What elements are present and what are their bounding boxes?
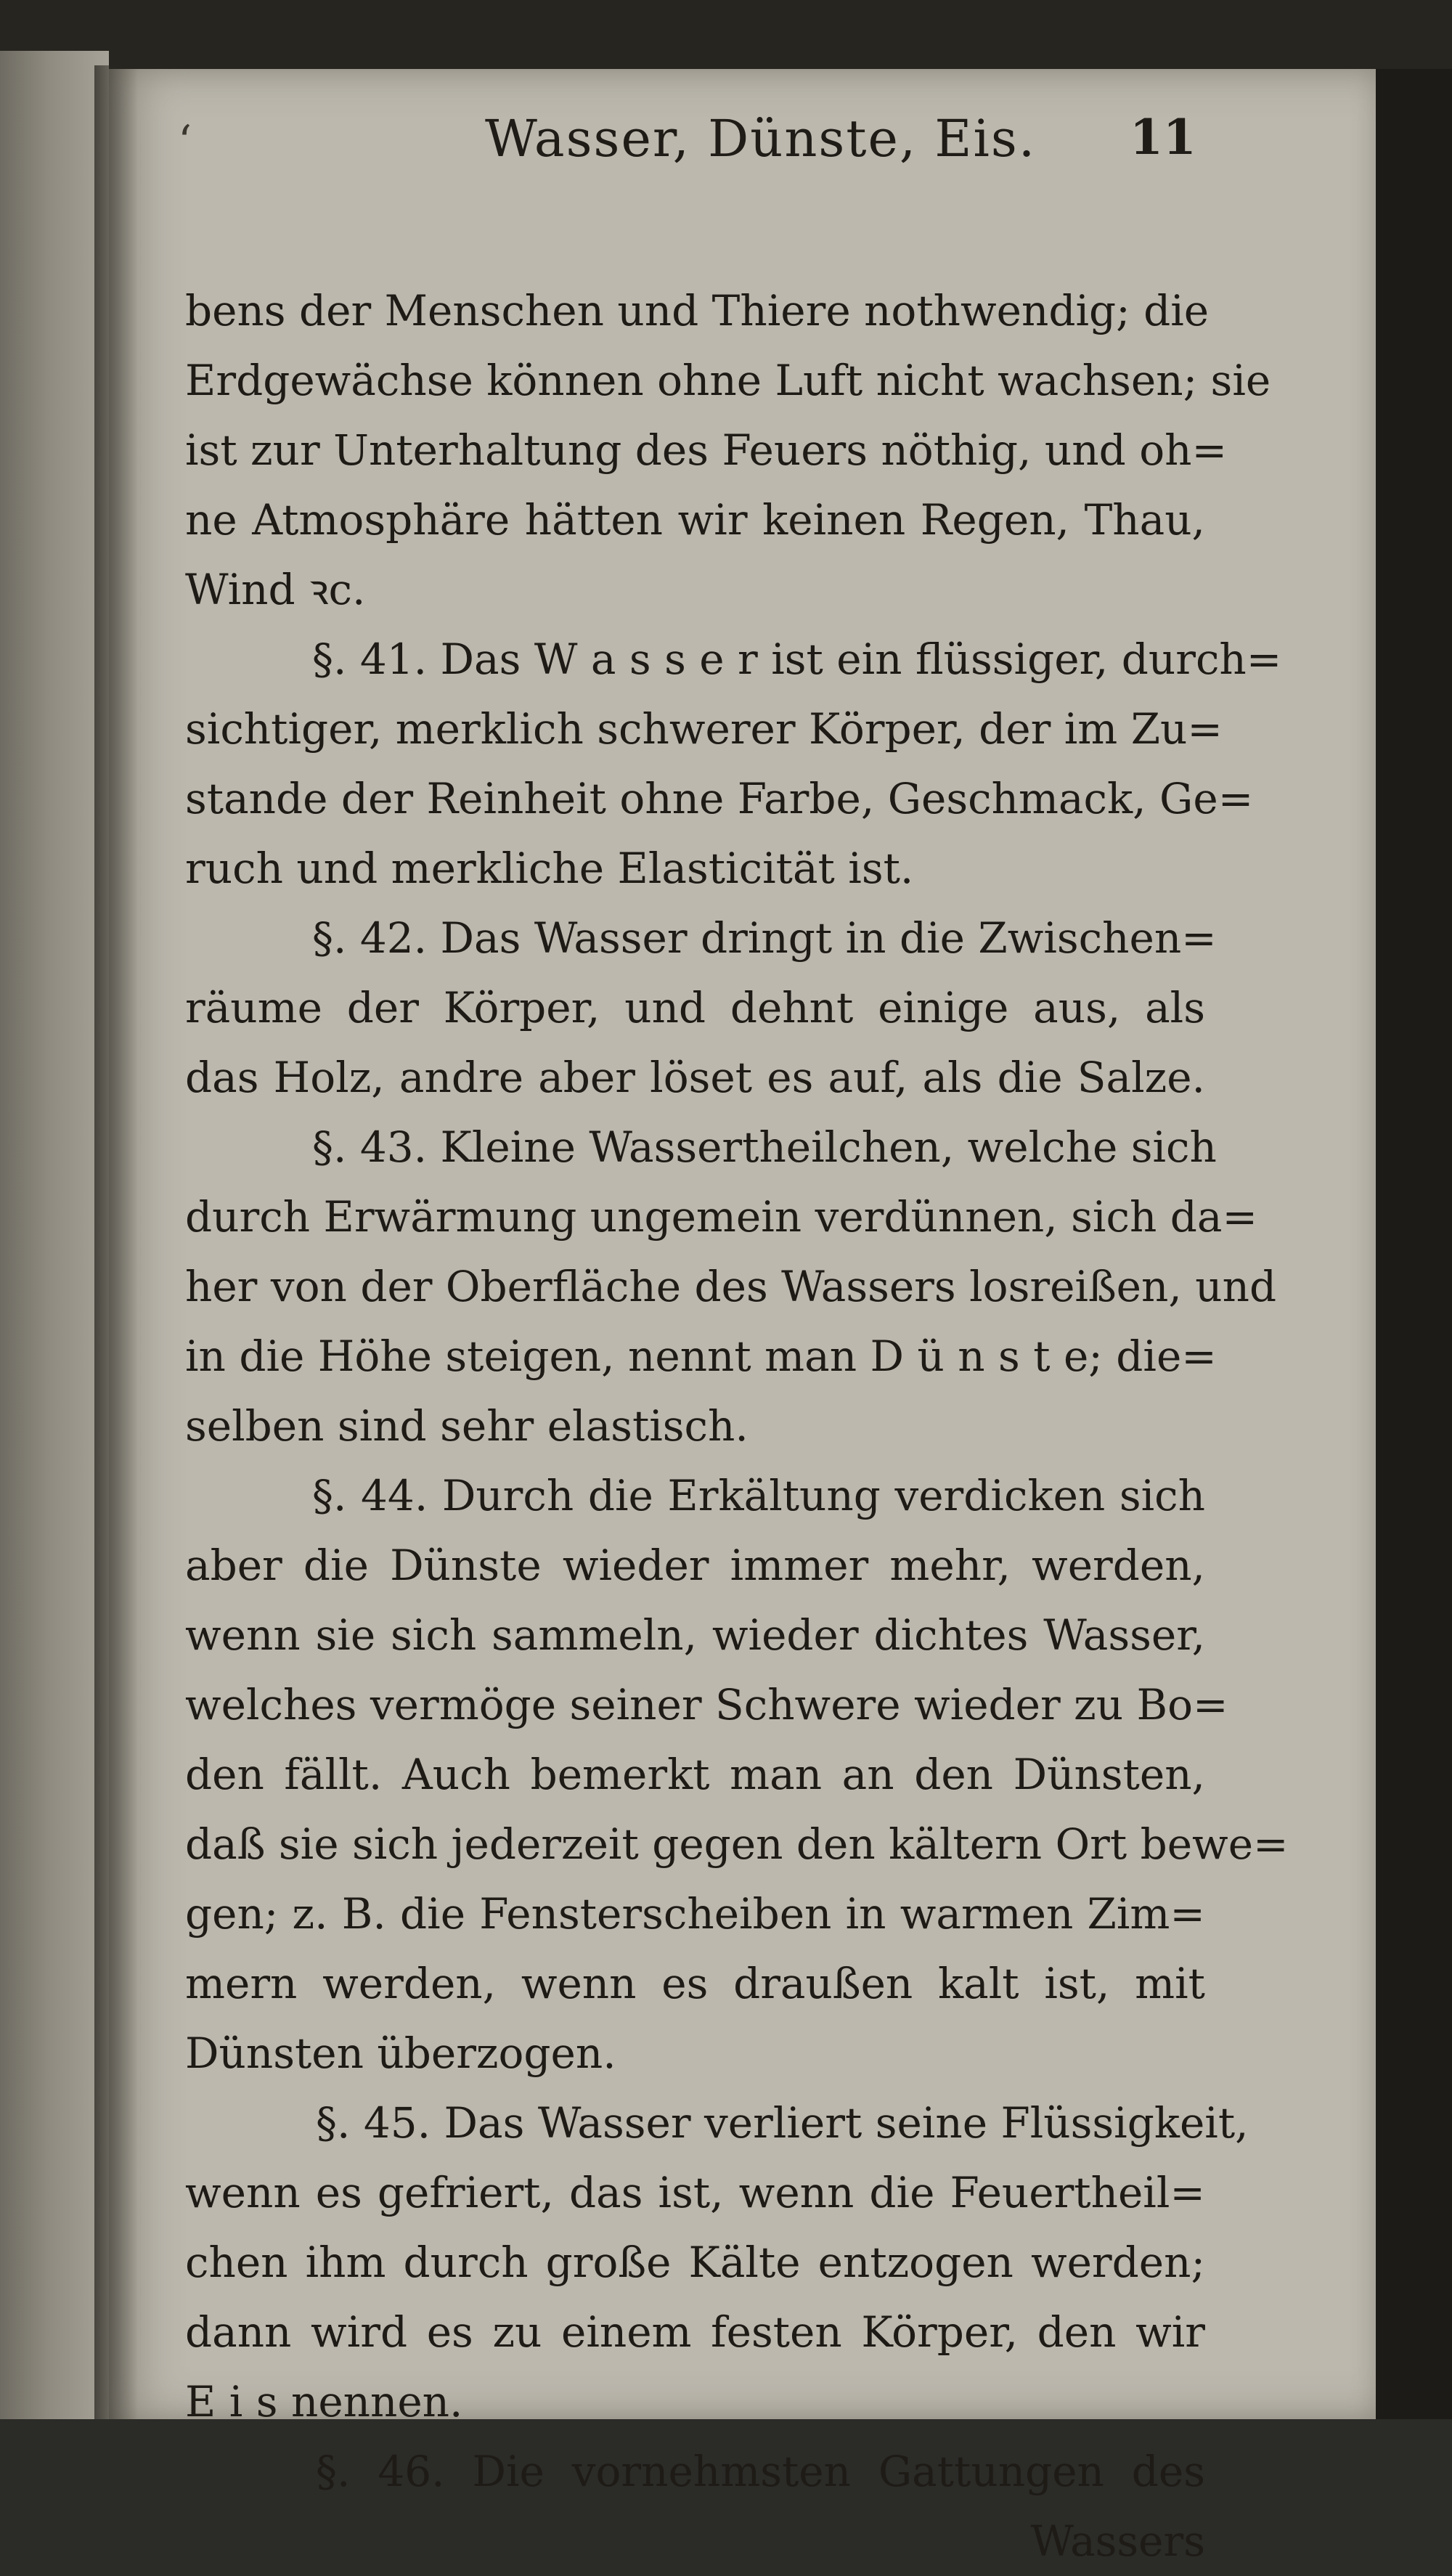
scan-background [1376,69,1452,2419]
text-line: ne Atmosphäre hätten wir keinen Regen, Thau, [185,495,1205,545]
text-line: selben sind sehr elastisch. [185,1401,749,1451]
text-line: ist zur Unterhaltung des Feuers nöthig, und oh= [185,425,1228,475]
text-line-section-41: §. 41. Das W a s s e r ist ein flüssiger, durch= [312,635,1282,684]
text-line: räume der Körper, und dehnt einige aus, als [185,983,1205,1032]
text-line: chen ihm durch große Kälte entzogen werden; [185,2238,1205,2287]
text-line: durch Erwärmung ungemein verdünnen, sich da= [185,1192,1258,1242]
text-line: Wind ꝛc. [185,565,366,614]
facing-page-edge [0,51,109,2419]
text-line-section-42: §. 42. Das Wasser dringt in die Zwischen= [312,913,1217,963]
text-line: Erdgewächse können ohne Luft nicht wachsen; sie [185,356,1271,405]
text-line: wenn es gefriert, das ist, wenn die Feuertheil= [185,2168,1205,2217]
text-line-section-43: §. 43. Kleine Wassertheilchen, welche sich [312,1122,1217,1172]
text-line: sichtiger, merklich schwerer Körper, der im Zu= [185,704,1223,754]
text-line: wenn sie sich sammeln, wieder dichtes Wasser, [185,1610,1205,1660]
page-number: 11 [1130,109,1196,166]
text-line: ruch und merkliche Elasticität ist. [185,844,914,893]
text-line: stande der Reinheit ohne Farbe, Geschmack, Ge= [185,774,1254,823]
text-line: den fällt. Auch bemerkt man an den Dünsten, [185,1750,1205,1799]
text-line: gen; z. B. die Fensterscheiben in warmen Zim= [185,1889,1205,1939]
text-line: dann wird es zu einem festen Körper, den wir [185,2307,1205,2357]
text-line: her von der Oberfläche des Wassers losreißen, und [185,1262,1277,1311]
text-line-section-46: §. 46. Die vornehmsten Gattungen des [316,2447,1205,2496]
text-line: das Holz, andre aber löset es auf, als die Salze. [185,1053,1205,1102]
text-line: Dünsten überzogen. [185,2029,616,2078]
text-line-section-45: §. 45. Das Wasser verliert seine Flüssigkeit, [316,2098,1249,2148]
text-line: welches vermöge seiner Schwere wieder zu Bo= [185,1680,1228,1729]
text-line-section-44: §. 44. Durch die Erkältung verdicken sich [312,1471,1205,1520]
text-line: bens der Menschen und Thiere nothwendig; die [185,286,1210,335]
text-line: in die Höhe steigen, nennt man D ü n s t e; die= [185,1332,1217,1381]
text-line: mern werden, wenn es draußen kalt ist, mit [185,1959,1205,2008]
text-line: aber die Dünste wieder immer mehr, werden, [185,1541,1205,1590]
gutter-shadow [94,65,138,2419]
text-line: E i s nennen. [185,2377,463,2426]
text-line: daß sie sich jederzeit gegen den kältern Ort bewe= [185,1819,1289,1869]
running-title: Wasser, Dünste, Eis. [485,109,1037,168]
body-text [185,276,1289,2576]
page-header [109,109,1376,189]
catchword: Wassers [1030,2516,1205,2566]
header-mark: ʻ [178,116,192,167]
